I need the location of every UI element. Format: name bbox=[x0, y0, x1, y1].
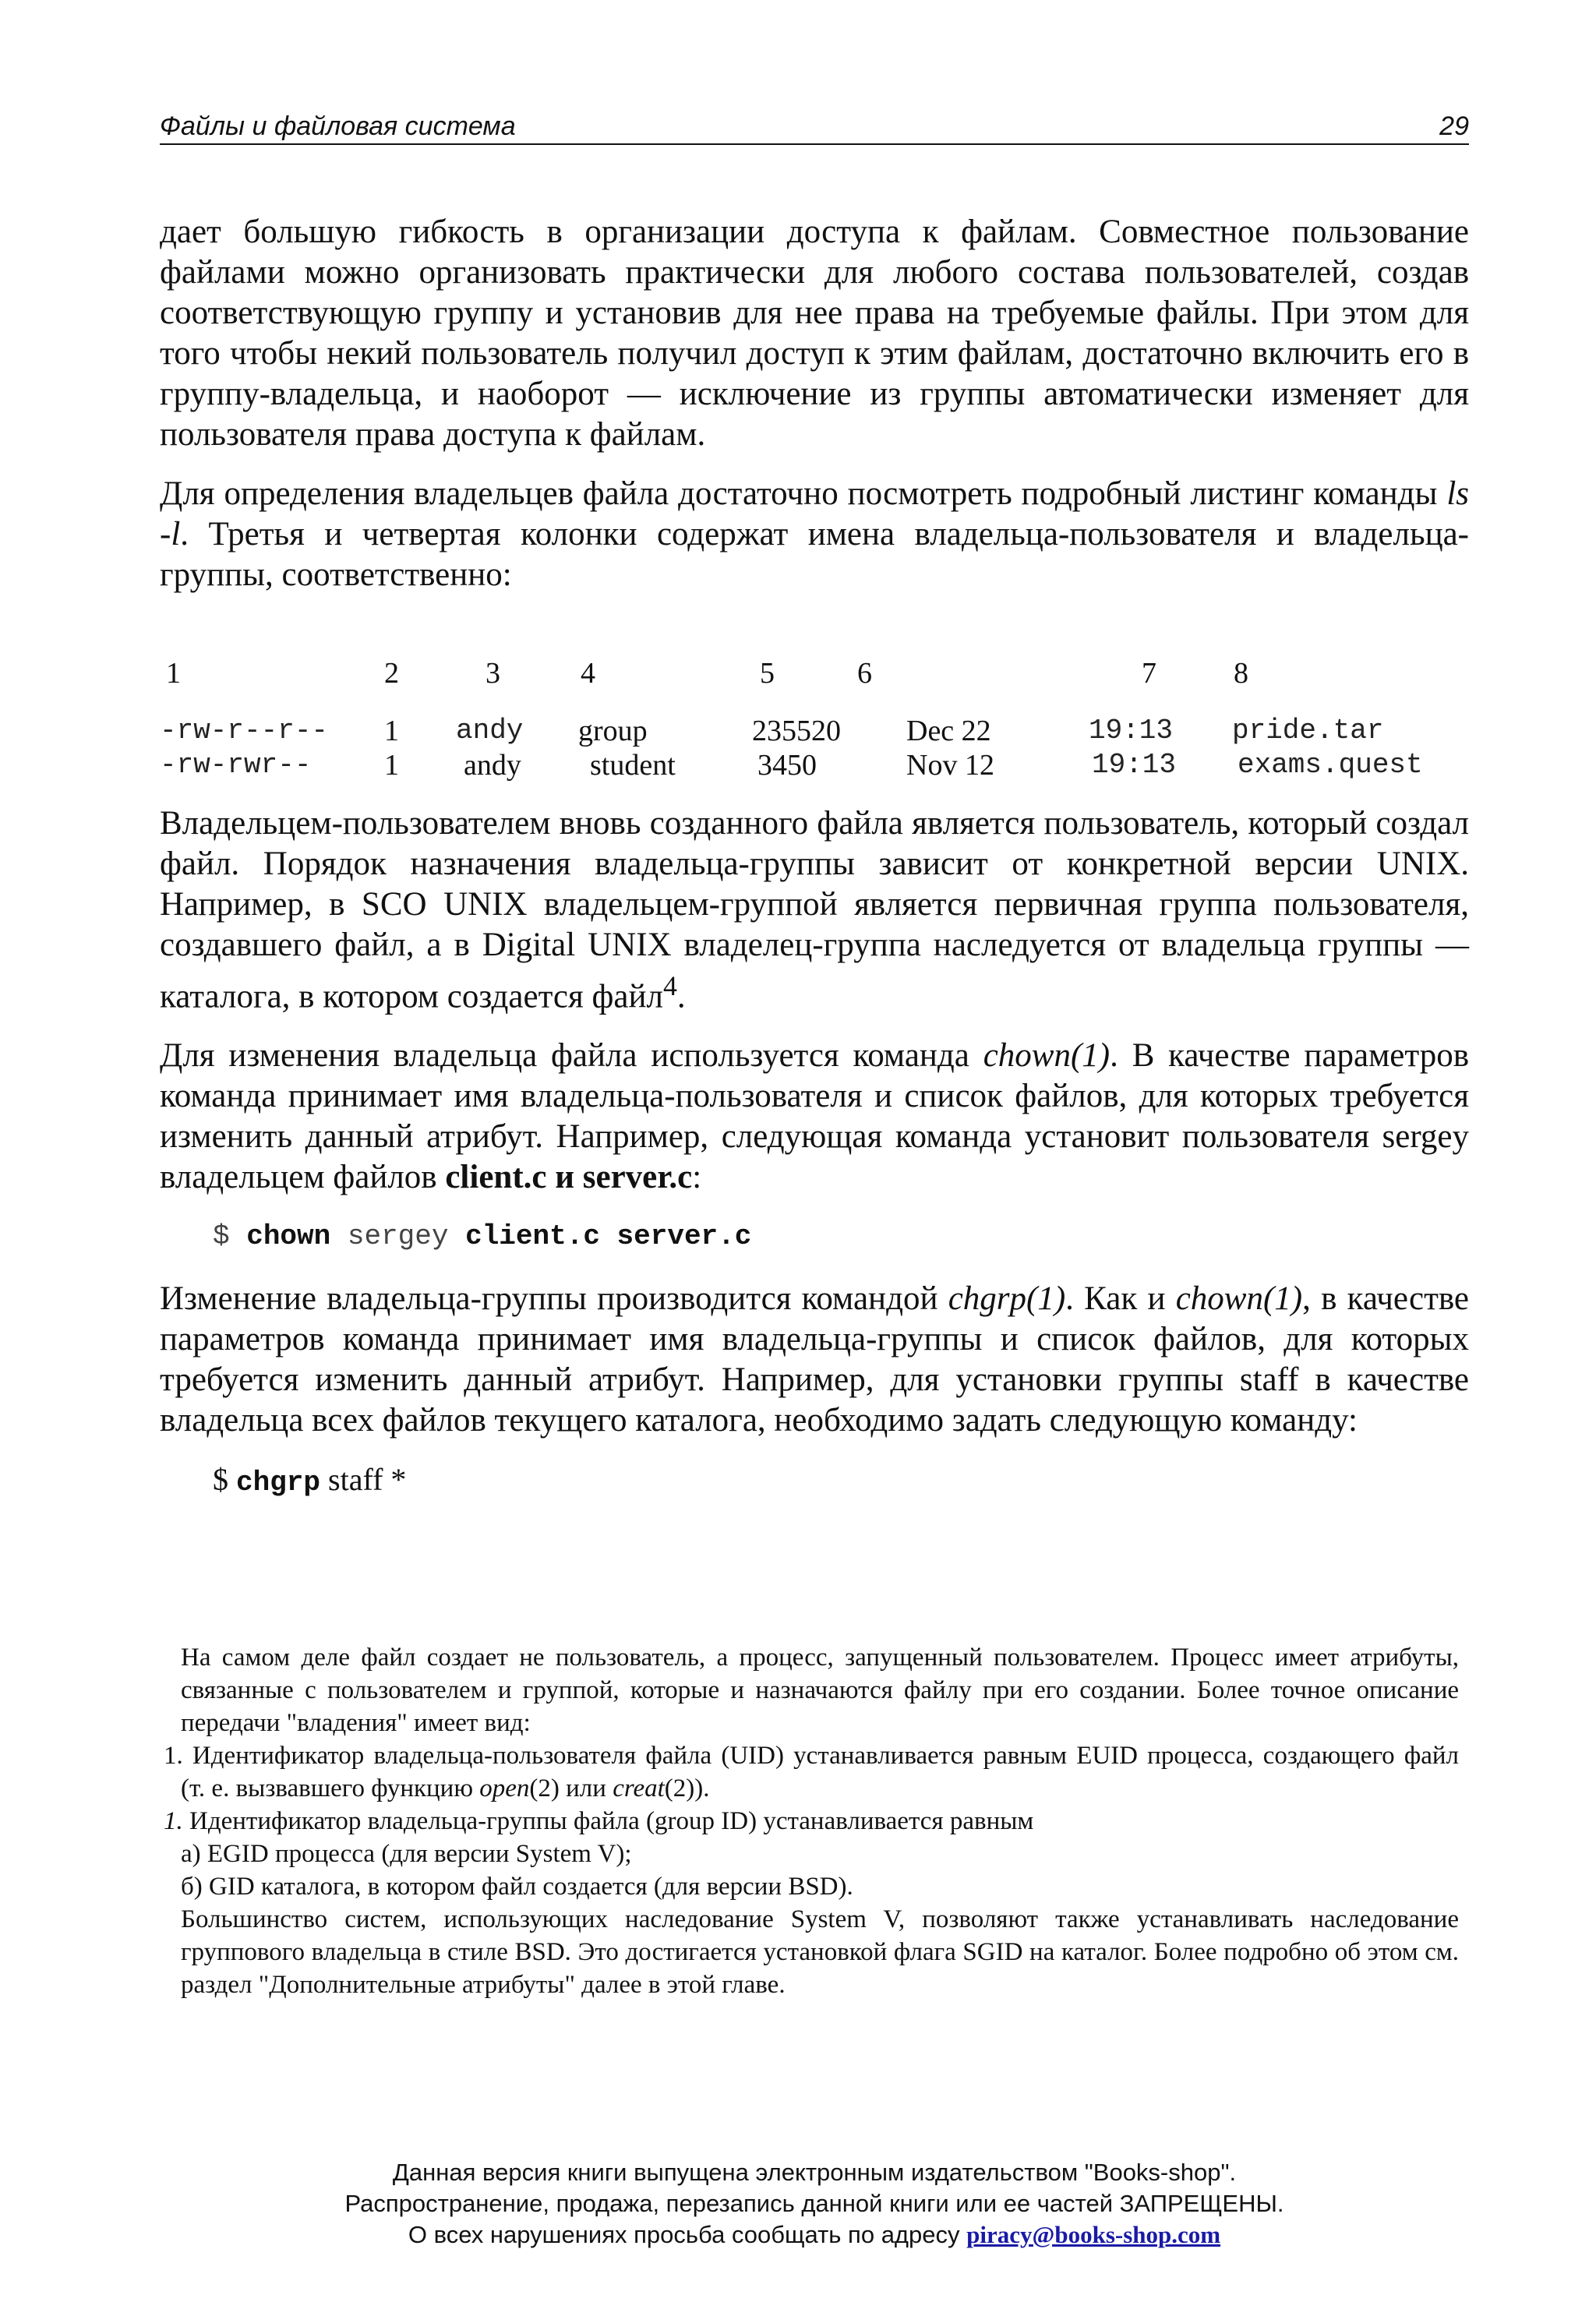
piracy-email-link[interactable]: piracy@books-shop.com bbox=[966, 2221, 1221, 2248]
footnote-marker[interactable]: 4 bbox=[662, 970, 677, 1001]
file-server: server.c bbox=[582, 1159, 693, 1196]
owner-user: andy bbox=[464, 749, 521, 782]
col-number: 8 bbox=[1234, 657, 1248, 690]
chown-command-ref: chown(1) bbox=[1175, 1280, 1303, 1318]
footnote-subitem-b: б) GID каталога, в котором файл создается (для версии BSD). bbox=[181, 1873, 853, 1901]
chown-example bbox=[213, 1216, 1469, 1257]
paragraph-3 bbox=[160, 803, 1469, 1017]
page-number: 29 bbox=[1439, 111, 1469, 141]
p5-text-c: , в качестве параметров команда принимает имя владельца-группы и список файлов, для которых требуется изменить данный атрибут. Например, для установки группы staff в качестве владельца всех файлов текущего каталога, необходимо задать следующую команду: bbox=[160, 1280, 1469, 1439]
perms: -rw-rwr-- bbox=[160, 749, 312, 781]
item-text: Идентификатор владельца-группы файла (group ID) устанавливается равным bbox=[189, 1807, 1034, 1835]
p5-text-b: . Как и bbox=[1065, 1280, 1176, 1318]
item-text: Идентификатор владельца-пользователя файла (UID) устанавливается равным EUID процесса, создающего файл (т. е. вызвавшего функцию bbox=[181, 1742, 1459, 1802]
body-text-bottom bbox=[160, 803, 1469, 1503]
links: 1 bbox=[384, 715, 399, 747]
chapter-title: Файлы и файловая система bbox=[160, 111, 516, 141]
notice-prefix: О всех нарушениях просьба сообщать по адресу bbox=[408, 2221, 967, 2248]
prompt: $ bbox=[213, 1220, 230, 1253]
prompt: $ bbox=[213, 1462, 228, 1498]
item-text-c: (2)). bbox=[664, 1774, 710, 1802]
notice-line-2: Распространение, продажа, перезапись данной книги или ее частей ЗАПРЕЩЕНЫ. bbox=[344, 2190, 1284, 2217]
footnote-outro: Большинство систем, использующих наследование System V, позволяют также устанавливать наследование группового владельца в стиле BSD. Это достигается установкой флага SGID на каталог. Более подробно об этом см. раздел "Дополнительные атрибуты" далее в этой главе. bbox=[181, 1905, 1459, 1999]
publisher-notice bbox=[160, 2157, 1469, 2251]
cmd-args: client.c server.c bbox=[465, 1220, 752, 1253]
date: Dec 22 bbox=[906, 715, 991, 747]
time: 19:13 bbox=[1089, 715, 1174, 747]
footnote-intro: На самом деле файл создает не пользователь, а процесс, запущенный пользователем. Процесс имеет атрибуты, связанные с пользователем и группой, которые и назначаются файлу при его создании. Более точное описание передачи "владения" имеет вид: bbox=[181, 1644, 1459, 1737]
chgrp-command: chgrp(1) bbox=[948, 1280, 1066, 1318]
cmd-args: staff * bbox=[328, 1462, 407, 1498]
filename: exams.quest bbox=[1238, 749, 1423, 781]
perms: -rw-r--r-- bbox=[160, 715, 329, 747]
chgrp-example bbox=[213, 1460, 1469, 1503]
owner-group: group bbox=[578, 715, 648, 747]
col-number: 4 bbox=[581, 657, 595, 690]
p4-text-b: . В качестве параметров команда принимает имя владельца-пользователя и список файлов, для которых требуется изменить данный атрибут. Например, следующая команда установит пользователя sergey владельцем файлов bbox=[160, 1037, 1469, 1196]
time: 19:13 bbox=[1092, 749, 1177, 781]
chown-command: chown(1) bbox=[983, 1037, 1110, 1075]
p4-and: и bbox=[546, 1159, 583, 1196]
footnote bbox=[164, 1641, 1459, 2001]
p2-text-b: . Третья и четвертая колонки содержат имена владельца-пользователя и владельца-группы, соответственно: bbox=[160, 516, 1469, 593]
notice-line-1: Данная версия книги выпущена электронным издательством "Books-shop". bbox=[392, 2159, 1237, 2186]
filename: pride.tar bbox=[1232, 715, 1384, 747]
links: 1 bbox=[384, 749, 399, 782]
p5-text-a: Изменение владельца-группы производится командой bbox=[160, 1280, 948, 1318]
p4-end: : bbox=[692, 1159, 702, 1196]
cmd-name: chown bbox=[246, 1220, 331, 1253]
col-number: 3 bbox=[486, 657, 500, 690]
item-text-b: (2) или bbox=[529, 1774, 613, 1802]
paragraph-5 bbox=[160, 1279, 1469, 1441]
size: 235520 bbox=[752, 715, 841, 747]
listing-row bbox=[160, 748, 1469, 782]
item-number: 1. bbox=[164, 1807, 183, 1835]
footnote-subitem-a: а) EGID процесса (для версии System V); bbox=[181, 1840, 632, 1868]
footnote-item-1 bbox=[164, 1739, 1459, 1805]
date: Nov 12 bbox=[906, 749, 994, 782]
func-open: open bbox=[479, 1774, 530, 1802]
item-number: 1. bbox=[164, 1742, 183, 1770]
running-header bbox=[160, 104, 1469, 145]
file-client: client.c bbox=[445, 1159, 547, 1196]
owner-group: student bbox=[590, 749, 676, 782]
size: 3450 bbox=[757, 749, 817, 782]
listing-row bbox=[160, 714, 1469, 748]
p2-text-a: Для определения владельцев файла достаточно посмотреть подробный листинг команды bbox=[160, 475, 1447, 512]
p3-text: Владельцем-пользователем вновь созданного файла является пользователь, который создал файл. Порядок назначения владельца-группы зависит от конкретной версии UNIX. Например, в SCO UNIX владельцем-группой является первичная группа пользователя, создавшего файл, а в Digital UNIX владелец-группа наследуется от владельца группы — каталога, в котором создается файл bbox=[160, 805, 1469, 1015]
notice-line-3 bbox=[160, 2219, 1469, 2251]
col-number: 5 bbox=[760, 657, 775, 690]
listing-column-numbers bbox=[160, 656, 1469, 690]
paragraph-1: дает большую гибкость в организации доступа к файлам. Совместное пользование файлами можно организовать практически для любого состава пользователей, создав соответствующую группу и установив для нее права на требуемые файлы. При этом для того чтобы некий пользователь получил доступ к этим файлам, достаточно включить его в группу-владельца, и наоборот — исключение из группы автоматически изменяет для пользователя права доступа к файлам. bbox=[160, 214, 1469, 453]
func-creat: creat bbox=[613, 1774, 665, 1802]
cmd-name: chgrp bbox=[236, 1467, 321, 1499]
p3-end: . bbox=[676, 978, 686, 1015]
body-text-top bbox=[160, 212, 1469, 614]
owner-user: andy bbox=[456, 715, 524, 747]
col-number: 2 bbox=[384, 657, 399, 690]
ls-listing bbox=[160, 656, 1469, 782]
p4-text-a: Для изменения владельца файла используется команда bbox=[160, 1037, 983, 1075]
col-number: 1 bbox=[166, 657, 181, 690]
cmd-user: sergey bbox=[347, 1220, 449, 1253]
ls-command: ls -l bbox=[160, 475, 1469, 553]
paragraph-4 bbox=[160, 1036, 1469, 1198]
paragraph-2 bbox=[160, 474, 1469, 595]
footnote-item-2 bbox=[164, 1805, 1459, 1838]
col-number: 7 bbox=[1142, 657, 1156, 690]
col-number: 6 bbox=[857, 657, 872, 690]
